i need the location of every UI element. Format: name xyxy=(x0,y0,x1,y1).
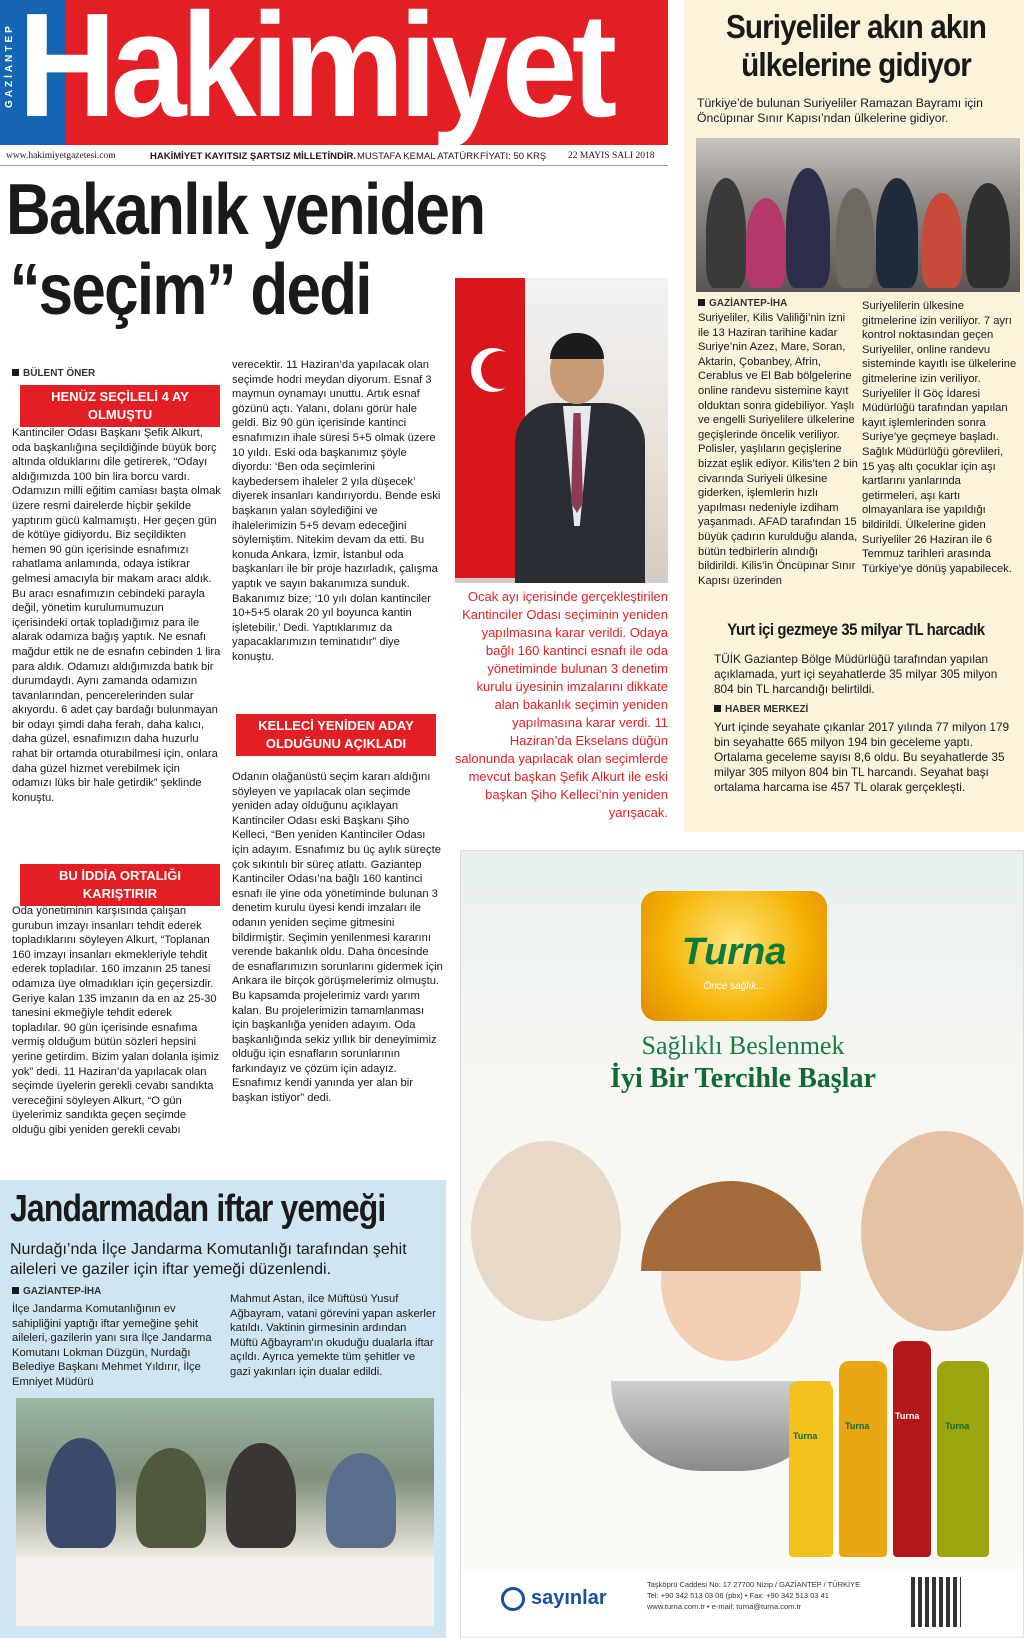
bottle-label-4: Turna xyxy=(945,1421,970,1431)
distributor-name: sayınlar xyxy=(531,1587,607,1609)
turna-advertisement[interactable] xyxy=(460,850,1024,1638)
motto: HAKİMİYET KAYITSIZ ŞARTSIZ MİLLETİNDİR. xyxy=(150,151,357,162)
suriye-byline: GAZİANTEP-İHA xyxy=(698,298,787,309)
qr-code-icon[interactable] xyxy=(911,1577,961,1627)
main-subhead-2: BU İDDİA ORTALIĞI KARIŞTIRIR xyxy=(20,864,220,906)
jandarma-col2: Mahmut Astan, ilce Müftüsü Yusuf Ağbayram, vatani görevini yapan askerler katıldı. Vaktinin girmesinin ardından Müftü Ağbayram'ın okuduğu dualarla iftar açıldı. Ayrıca yemekte tüm şehitler ve gazi yakınları için dualar edildi. xyxy=(230,1293,436,1378)
main-headline[interactable] xyxy=(6,170,485,330)
bottle-label-3: Turna xyxy=(895,1411,920,1421)
ad-bottles xyxy=(789,1321,1019,1561)
sayinlar-logo-icon xyxy=(501,1587,525,1611)
main-col1-para1: Kantinciler Odası Başkanı Şefik Alkurt, oda başkanlığına seçildiğinde büyük borç altında olduklarını dile getirerek, “Odayı aldığımızda 100 bin lira borcu vardı. Odamızın milli eğitim camiası başta olmak üzere resmi dairelerde hiçbir şekilde yaptırım gücü kalmamıştı. Her geçen gün de kötüye gidiyordu. Biz seçildikten hemen 90 gün içerisinde esnafımızı rahatlama anlamında, odaya istikrar gelmesi amacıyla bir makam aracı aldık. Bu aracı esnafımızın cebindeki parayla değil, yönetim kurulumumuzun içerisindeki ortak topladığımız para ile alarak odamıza bağış yaptık. Ne esnafı mağdur ettik ne de esnafın cebinden 1 lira para aldık. Odamızı aldığımızda batık bir durumdaydı. Aynı zamanda odamızın tavanlarından, pencerelerinden sular akıyordu. 6 adet çay bardağı bulunmayan bir odayı şimdi daha ferah, daha kalıcı, daha güzel, esnafımızın daha huzurlu rahat bir ortamda oturabilmesi için, onlara daha güzel hizmet verebilmek için odamızı lüks bir hale getirdik” şeklinde konuştu. xyxy=(12,427,221,804)
main-col2-para2: Odanın olağanüstü seçim kararı aldığını söyleyen ve yapılacak olan seçimde yeniden aday olduğunu açıklayan Kantinciler Odası eski Başkanı Şiho Kelleci, “Ben yeniden Kantinciler Odası için adayım. Esnafımız bu üç aylık süreçte çok sıkıntılı bir süreç atlattı. Gaziantep Kantinciler Odası’na bağlı 160 kantinci esnafı ile yine oda yönetiminde bulunan 3 denetim kurulu üyesi kendi imzaları ile odanın yeniden seçime gitmesini bildirmiştir. Seçimin yenilenmesi kararını verende bakanlık oldu. Daha öncesinde de esnaflarımızın sorunlarını gidermek için Ankara ile birçok görüşmelerimiz olmuştu. Bu kapsamda projelerimiz vardı yarım kalan. Bu projelerimizin tamamlanması için başkanlığa yeniden adayım. Oda başkanlığında sekiz yıllık bir deneyimimiz olduğu için esnafların sorunlarının farkındayız ve çözüm için adayız. Esnafımız kendi yanında yer alan bir başkan istiyor” dedi. xyxy=(232,771,443,1105)
main-col1-para2: Oda yönetiminin karşısında çalışan gurubun imzayı insanları tehdit ederek topladıklarını söyleyen Alkurt, “Toplanan 160 imzayı insanları ekmekleriyle tehdit ederek topladılar. 160 imzanın 25 tanesi odamıza üye olmadıkları için geçersizdir. Geriye kalan 135 imzanın da en az 25-30 tanesini ekmeğiyle tehdit ederek topladılar. 90 gün içerisinde esnafıma vermiş olduğum bütün sözleri hepsini yerine getirdim. Bizim yalan dolanla işimiz yok” dedi. 11 Haziran’da yapılacak olan seçimde üyelerin gerekli cevabı sandıkta vereceğini söyleyen Alkurt, “O gün üyelerimiz sandıkta geçen seçimde olduğu gibi yeniden gerekli cevabı xyxy=(12,905,220,1136)
turizm-lead: TÜİK Gaziantep Bölge Müdürlüğü tarafından yapılan açıklamada, yurt içi seyahatlerde 35 milyar 305 milyon 804 bin TL harcandığı belirtildi. xyxy=(714,652,998,696)
main-byline: BÜLENT ÖNER xyxy=(12,368,95,379)
ad-contact: Taşköprü Caddesi No: 17 27700 Nizip / GAZİANTEP / TÜRKİYE Tel: +90 342 513 03 06 (pbx) • Fax: +90 342 513 03 41 www.turna.com.tr • e-mail: turna@turna.com.tr xyxy=(647,1580,861,1611)
suriye-subtitle: Türkiye’de bulunan Suriyeliler Ramazan Bayramı için Öncüpınar Sınır Kapısı’ndan ülkelerine gidiyor. xyxy=(697,96,983,125)
jandarma-byline: GAZİANTEP-İHA xyxy=(12,1286,101,1297)
suriye-photo[interactable] xyxy=(696,138,1020,292)
bottle-label-2: Turna xyxy=(845,1421,870,1431)
turna-brand: Turna xyxy=(681,931,787,973)
main-photo-caption: Ocak ayı içerisinde gerçekleştirilen Kantinciler Odası seçiminin yeniden yapılmasına karar verildi. Odaya bağlı 160 kantinci esnafı ile oda yönetiminde bulunan 3 denetim kurulu üyesinin imzalarını dikkate alan bakanlık seçimin yeniden yapılmasına karar verdi. 11 Haziran’da Ekselans düğün salonunda yapılacak olan seçimlerde mevcut başkan Şefik Alkurt ile eski başkan Şiho Kelleci’nin yeniden yarışacak. xyxy=(454,589,668,820)
main-subhead-1: HENÜZ SEÇİLELİ 4 AY OLMUŞTU xyxy=(20,385,220,427)
ad-slogan-line2: İyi Bir Tercihle Başlar xyxy=(610,1063,876,1094)
bottle-label-1: Turna xyxy=(793,1431,818,1441)
motto-author: MUSTAFA KEMAL ATATÜRK xyxy=(357,151,480,162)
turizm-byline: HABER MERKEZİ xyxy=(714,704,808,715)
main-col2-para1: verecektir. 11 Haziran’da yapılacak olan seçimde hodri meydan diyorum. Esnaf 3 maymun oynamayı unuttu. Artık esnaf gözünü açtı. Yalanı, dolanı görür hale geldi. Biz 90 gün içerisinde kantinci esnafımızın ihale süresi 5+5 olmak üzere 10 yıldı. Eski oda başkanımız şöyle diyordu: ‘Ben oda seçimlerini kaybedersem ihaleler 2 yıla düşecek’ diyerek insanları kandırıyordu. Bende eski başkanın yalan söylediğini ve ihalelerimizin 5+5 devam edeceğini söylemiştim. Nitekim devam da etti. Bu konuda Ankara, İzmir, İstanbul oda başkanları ile bir proje hazırladık, çalışma yaptık ve sayın bakanımıza sunduk. Bakanımız bize; ‘10 yılı dolan kantinciler 10+5+5 olarak 20 yıl boyunca kantin işletebilir.’ Dedi. Yaptıklarımız da yapacaklarımızın teminatıdır” diye konuştu. xyxy=(232,359,441,663)
ad-slogan-line1: Sağlıklı Beslenmek xyxy=(641,1031,845,1060)
main-headline-line1: Bakanlık yeniden xyxy=(6,170,485,250)
price: FİYATI: 50 KRŞ xyxy=(480,151,547,162)
turizm-headline[interactable]: Yurt içi gezmeye 35 milyar TL harcadık xyxy=(727,620,985,639)
suriye-col2: Suriyelilerin ülkesine gitmelerine izin veriliyor. 7 ayrı kontrol noktasından geçen Suriyeliler, online randevu sisteminde kayıtlı ise ülkelerine gitmelerine izin veriliyor. Suriyeliler İl Göç İdaresi Müdürlüğü tarafından yapılan kayıt işlemlerinden sonra Suriye’ye geçmeye başladı. Sağlık Müdürlüğü görevlileri, 15 yaş altı çocuklar için aşı kartlarını yanlarında getirmeleri, aşı kartı olmayanlara ise yapıldığı bildirildi. Ülkelerine giden Suriyeliler 26 Haziran ile 6 Temmuz tarihleri arasında Türkiye’ye dönüş yapabilecek. xyxy=(862,300,1017,575)
jandarma-headline[interactable]: Jandarmadan iftar yemeği xyxy=(10,1188,386,1230)
suriye-headline[interactable]: Suriyeliler akın akın ülkelerine gidiyor xyxy=(725,8,987,83)
jandarma-subtitle: Nurdağı’nda İlçe Jandarma Komutanlığı tarafından şehit aileleri ve gaziler için iftar yemeği düzenlendi. xyxy=(10,1241,407,1278)
masthead-city: GAZİANTEP xyxy=(4,23,15,109)
jandarma-col1: İlçe Jandarma Komutanlığının ev sahipliğini yaptığı iftar yemeğine şehit aileleri, gazilerin yanı sıra İlçe Jandarma Komutanı Lokman Düzgün, Nurdağı Belediye Başkanı Mehmet Yıldırır, İlçe Emniyet Müdürü xyxy=(12,1303,212,1388)
main-story-photo[interactable] xyxy=(455,278,668,583)
jandarma-photo[interactable] xyxy=(16,1398,434,1626)
suriye-col1: Suriyeliler, Kilis Valiliği’nin izni ile 13 Haziran tarihine kadar Suriye’nin Azez, Mare, Soran, Aktarin, Çobanbey, Afrin, Cerablus ve El Bab bölgelerine online randevu sistemine kayıt olduktan sonra gidebiliyor. Yaşlı ve engelli Suriyelilere ülkelerine geçişlerinde öncelik veriliyor. Polisler, yaşlıların geçişlerine bizzat eşlik ediyor. Kilis’ten 2 bin civarında Suriyeli ülkesine giderken, işlemlerin hızlı yapılması nedeniyle izdiham yaşanmadı. AFAD tarafından 15 büyük çadırın kurulduğu alanda, bütün tedbirlerin alındığı bildirildi. Kilis’in Öncüpınar Sınır Kapısı üzerinden xyxy=(698,312,858,587)
masthead-info-bar xyxy=(0,146,668,166)
newspaper-logo[interactable]: Hakimiyet xyxy=(18,0,612,148)
turna-tagline: Önce sağlık... xyxy=(703,981,765,992)
ad-footer xyxy=(461,1569,1024,1638)
issue-date: 22 MAYIS SALI 2018 xyxy=(568,151,655,161)
main-headline-line2: “seçim” dedi xyxy=(9,250,371,330)
turizm-body: Yurt içinde seyahate çıkanlar 2017 yılında 77 milyon 179 bin seyahatte 665 milyon 194 bin geceleme yaptı. Ortalama geceleme sayısı 8,6 oldu. Bu seyahatlerde 35 milyar 305 milyon 804 bin TL harcandı. Seyahat başı ortalama harcama ise 457 TL olarak gerçekleşti. xyxy=(714,720,1010,794)
website-link[interactable]: www.hakimiyetgazetesi.com xyxy=(6,151,116,161)
main-subhead-3: KELLECİ YENİDEN ADAY OLDUĞUNU AÇIKLADI xyxy=(236,714,436,756)
